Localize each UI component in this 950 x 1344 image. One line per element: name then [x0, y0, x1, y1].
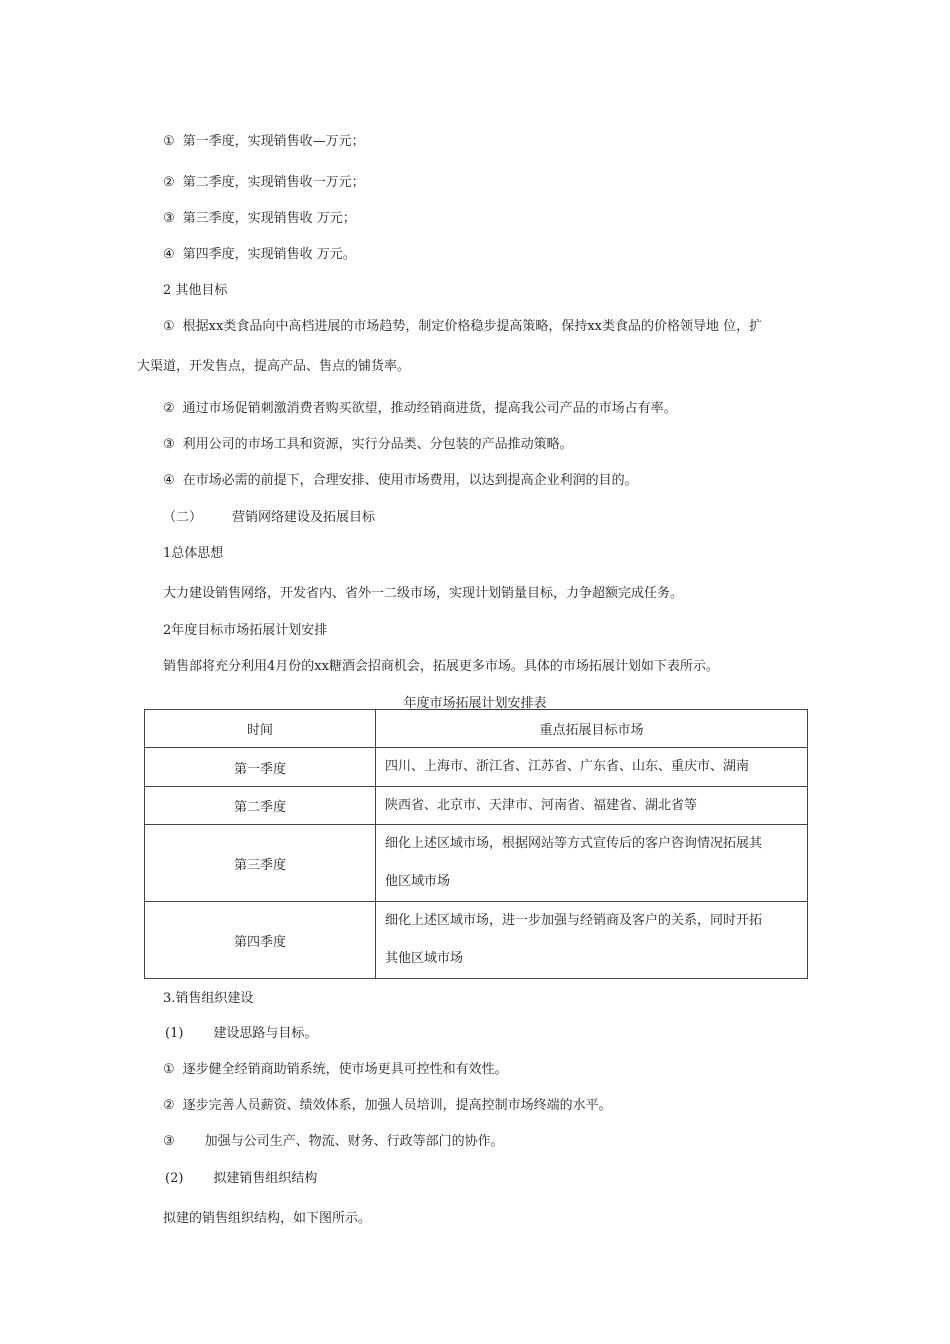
table-row	[145, 825, 808, 902]
table-row	[145, 748, 808, 787]
overall-heading: 1总体思想	[163, 546, 224, 561]
org-item-2: ② 逐步完善人员薪资、绩效体系，加强人员培训，提高控制市场终端的水平。	[163, 1098, 612, 1113]
section-2-heading: （二） 营销网络建设及拓展目标	[163, 510, 376, 525]
market-cell-line1: 细化上述区域市场，进一步加强与经销商及客户的关系，同时开拓	[385, 913, 763, 928]
org-sub-1: (1) 建设思路与目标。	[165, 1026, 318, 1041]
market-plan-table	[144, 709, 808, 979]
table-row	[145, 902, 808, 979]
quarter-cell: 第二季度	[145, 787, 376, 825]
market-cell-line2: 其他区域市场	[385, 951, 464, 966]
other-goal-4: ④ 在市场必需的前提下，合理安排、使用市场费用，以达到提高企业利润的目的。	[163, 473, 638, 488]
plan-heading: 2年度目标市场拓展计划安排	[163, 623, 328, 638]
org-sub-2: (2) 拟建销售组织结构	[165, 1171, 318, 1186]
market-cell	[376, 825, 808, 902]
table-row	[145, 787, 808, 825]
market-cell-line1: 细化上述区域市场，根据网站等方式宣传后的客户咨询情况拓展其	[385, 836, 763, 851]
sales-target-q3: ③ 第三季度，实现销售收 万元；	[163, 211, 356, 226]
other-goal-2: ② 通过市场促销刺激消费者购买欲望，推动经销商进货，提高我公司产品的市场占有率。	[163, 401, 677, 416]
table-caption: 年度市场拓展计划安排表	[403, 696, 547, 711]
market-cell: 陕西省、北京市、天津市、河南省、福建省、湖北省等	[376, 787, 808, 825]
sales-target-q1: ① 第一季度，实现销售收—万元；	[163, 134, 365, 149]
org-item-3: ③ 加强与公司生产、物流、财务、行政等部门的协作。	[163, 1134, 504, 1149]
org-item-1: ① 逐步健全经销商助销系统，使市场更具可控性和有效性。	[163, 1062, 508, 1077]
quarter-cell: 第三季度	[145, 825, 376, 902]
other-goal-1-line2: 大渠道，开发售点，提高产品、售点的铺货率。	[137, 359, 411, 374]
quarter-cell: 第一季度	[145, 748, 376, 787]
market-cell-line2: 他区域市场	[385, 874, 451, 889]
sales-target-q2: ② 第二季度，实现销售收一万元；	[163, 175, 365, 190]
market-cell	[376, 902, 808, 979]
overall-text: 大力建设销售网络，开发省内、省外一二级市场，实现计划销量目标，力争超额完成任务。	[163, 586, 684, 601]
plan-text: 销售部将充分利用4月份的xx糖酒会招商机会，拓展更多市场。具体的市场拓展计划如下表所示。	[163, 659, 719, 674]
org-final-text: 拟建的销售组织结构，如下图所示。	[163, 1211, 372, 1226]
quarter-cell: 第四季度	[145, 902, 376, 979]
other-goal-3: ③ 利用公司的市场工具和资源，实行分品类、分包装的产品推动策略。	[163, 437, 573, 452]
org-heading: 3.销售组织建设	[163, 991, 254, 1006]
other-goal-1-line1: ① 根据xx类食品向中高档进展的市场趋势，制定价格稳步提高策略，保持xx类食品的价格领导地 位，扩	[163, 319, 763, 334]
header-market: 重点拓展目标市场	[376, 710, 808, 748]
header-time: 时间	[145, 710, 376, 748]
other-goals-heading: 2 其他目标	[163, 283, 228, 298]
sales-target-q4: ④ 第四季度，实现销售收 万元。	[163, 247, 356, 262]
table-header-row	[145, 710, 808, 748]
market-cell: 四川、上海市、浙江省、江苏省、广东省、山东、重庆市、湖南	[376, 748, 808, 787]
